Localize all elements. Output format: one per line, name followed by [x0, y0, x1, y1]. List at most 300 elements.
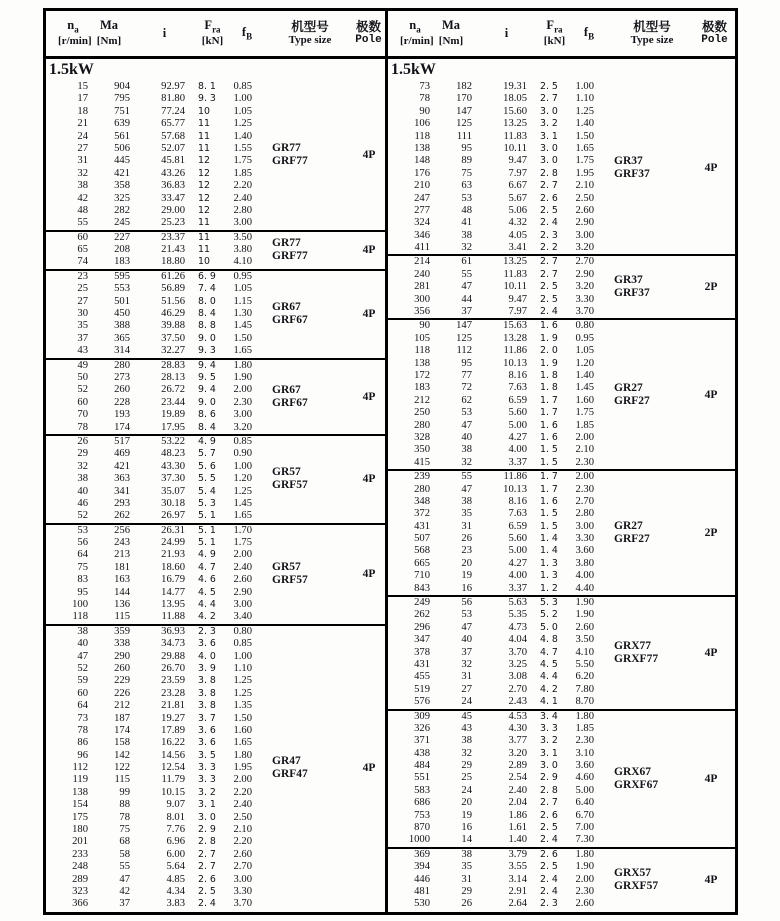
ratio-value: 11.86 [503, 471, 527, 483]
ratio-value: 3.55 [508, 861, 527, 873]
table-row [388, 168, 735, 180]
ratio-value: 18.05 [503, 93, 527, 105]
radial-force-value: 3. 1 [540, 747, 558, 759]
type-size-line: GRF67 [272, 396, 308, 409]
radial-force-value: 1. 5 [540, 508, 558, 520]
service-factor-value: 4.60 [575, 772, 594, 784]
torque-value: 53 [461, 407, 472, 419]
table-row [388, 597, 735, 609]
torque-value: 38 [461, 229, 472, 241]
table-row [46, 193, 385, 205]
torque-value: 553 [114, 283, 130, 295]
radial-force-value: 8. 4 [198, 308, 216, 320]
service-factor-value: 0.80 [233, 625, 252, 637]
speed-value: 438 [414, 747, 430, 759]
speed-value: 481 [414, 886, 430, 897]
torque-value: 639 [114, 118, 130, 130]
speed-value: 78 [77, 724, 88, 736]
service-factor-value: 6.70 [575, 809, 594, 821]
type-size-line: GR67 [272, 301, 301, 314]
speed-value: 60 [77, 231, 88, 243]
type-size-label [272, 561, 308, 587]
speed-value: 347 [414, 634, 430, 646]
table-row [388, 849, 735, 861]
ratio-value: 2.64 [508, 898, 527, 910]
speed-value: 583 [414, 784, 430, 796]
ratio-value: 57.68 [161, 130, 185, 142]
ratio-value: 8.01 [166, 811, 185, 823]
speed-value: 212 [414, 394, 430, 406]
speed-value: 328 [414, 431, 430, 443]
table-row [46, 217, 385, 229]
speed-value: 35 [77, 320, 88, 332]
radial-force-value: 2. 9 [540, 772, 558, 784]
radial-force-value: 5. 5 [198, 473, 216, 485]
ratio-value: 2.91 [508, 886, 527, 897]
table-row [388, 496, 735, 508]
table-row [46, 372, 385, 384]
radial-force-value: 1. 3 [540, 570, 558, 582]
radial-force-value: 4. 2 [540, 683, 558, 695]
spec-section [388, 847, 735, 911]
ratio-value: 26.72 [161, 384, 185, 396]
table-row [46, 737, 385, 749]
ratio-value: 4.27 [508, 557, 527, 569]
service-factor-value: 1.65 [233, 510, 252, 522]
speed-value: 43 [77, 345, 88, 357]
torque-value: 751 [114, 105, 130, 117]
header-radial-force: $F_{ra}$ [kN] [543, 18, 566, 48]
pole-label: 4P [704, 772, 718, 785]
speed-value: 40 [77, 485, 88, 497]
ratio-value: 37.30 [161, 473, 185, 485]
radial-force-value: 1. 5 [540, 444, 558, 456]
service-factor-value: 2.40 [233, 799, 252, 811]
service-factor-value: 1.55 [233, 142, 252, 154]
spec-section [388, 709, 735, 847]
ratio-value: 4.34 [166, 886, 185, 897]
radial-force-value: 1. 6 [540, 431, 558, 443]
torque-value: 56 [461, 597, 472, 609]
ratio-value: 2.54 [508, 772, 527, 784]
table-row [46, 663, 385, 675]
torque-value: 32 [461, 456, 472, 468]
table-row [388, 143, 735, 155]
ratio-value: 10.13 [503, 483, 527, 495]
service-factor-value: 1.10 [233, 662, 252, 674]
radial-force-value: 3. 1 [198, 799, 216, 811]
ratio-value: 25.23 [161, 217, 185, 229]
speed-value: 507 [414, 533, 430, 545]
speed-value: 32 [77, 460, 88, 472]
torque-value: 68 [119, 836, 130, 848]
table-row [388, 193, 735, 205]
service-factor-value: 2.30 [575, 735, 594, 747]
header-speed: $n_a$ [r/min] [400, 18, 434, 48]
radial-force-value: 11 [198, 217, 210, 229]
header-ratio: i [504, 25, 509, 40]
spec-section [46, 358, 385, 434]
ratio-value: 1.61 [508, 822, 527, 834]
ratio-value: 35.07 [161, 485, 185, 497]
radial-force-value: 2. 5 [540, 204, 558, 216]
service-factor-value: 3.00 [233, 409, 252, 421]
torque-value: 40 [461, 431, 472, 443]
table-row [388, 810, 735, 822]
section-rows [46, 232, 385, 269]
table-row [388, 370, 735, 382]
service-factor-value: 1.45 [233, 497, 252, 509]
service-factor-value: 2.40 [233, 561, 252, 573]
radial-force-value: 1. 2 [540, 582, 558, 594]
type-size-line: GRXF57 [614, 879, 659, 892]
speed-value: 484 [414, 760, 430, 772]
table-row [388, 735, 735, 747]
speed-value: 73 [419, 81, 430, 92]
ratio-value: 56.89 [161, 283, 185, 295]
ratio-value: 19.27 [161, 712, 185, 724]
radial-force-value: 2. 6 [540, 809, 558, 821]
radial-force-value: 3. 8 [198, 687, 216, 699]
speed-value: 148 [414, 155, 430, 167]
table-row [388, 711, 735, 723]
speed-value: 46 [77, 497, 88, 509]
speed-value: 710 [414, 570, 430, 582]
radial-force-value: 3. 4 [540, 710, 558, 722]
table-row [46, 308, 385, 320]
speed-value: 118 [72, 611, 88, 623]
speed-value: 38 [77, 625, 88, 637]
table-row [46, 448, 385, 460]
service-factor-value: 2.90 [233, 586, 252, 598]
table-row [388, 647, 735, 659]
speed-value: 248 [72, 861, 88, 873]
service-factor-value: 1.00 [233, 460, 252, 472]
radial-force-value: 3. 9 [198, 662, 216, 674]
speed-value: 870 [414, 822, 430, 834]
speed-value: 138 [414, 142, 430, 154]
ratio-value: 8.16 [508, 369, 527, 381]
type-size-label [272, 466, 308, 492]
table-row [46, 549, 385, 561]
speed-value: 176 [414, 167, 430, 179]
torque-value: 359 [114, 625, 130, 637]
torque-value: 38 [461, 848, 472, 860]
ratio-value: 15.63 [503, 320, 527, 332]
service-factor-value: 2.00 [575, 471, 594, 483]
ratio-value: 7.97 [508, 167, 527, 179]
radial-force-value: 11 [198, 130, 210, 142]
service-factor-value: 1.20 [233, 473, 252, 485]
radial-force-value: 2. 0 [540, 345, 558, 357]
section-rows [46, 360, 385, 434]
service-factor-value: 1.10 [575, 93, 594, 105]
type-size-label [614, 155, 650, 181]
speed-value: 52 [77, 384, 88, 396]
pole-label: 4P [362, 568, 376, 581]
service-factor-value: 2.10 [575, 180, 594, 192]
service-factor-value: 3.60 [575, 760, 594, 772]
table-row [388, 634, 735, 646]
table-row [388, 217, 735, 229]
radial-force-value: 2. 7 [540, 797, 558, 809]
radial-force-value: 4. 5 [198, 586, 216, 598]
type-size-line: GR27 [614, 381, 643, 394]
torque-value: 75 [461, 167, 472, 179]
service-factor-value: 1.50 [233, 332, 252, 344]
service-factor-value: 0.95 [233, 270, 252, 282]
torque-value: 243 [114, 537, 130, 549]
torque-value: 325 [114, 192, 130, 204]
pole-label: 2P [704, 527, 718, 540]
table-row [46, 93, 385, 105]
type-size-line: GRX57 [614, 866, 652, 879]
header-pole: 极数 Pole [355, 19, 382, 46]
service-factor-value: 1.15 [233, 295, 252, 307]
radial-force-value: 12 [198, 167, 210, 179]
torque-value: 112 [456, 345, 472, 357]
speed-value: 37 [77, 332, 88, 344]
ratio-value: 4.00 [508, 570, 527, 582]
speed-value: 551 [414, 772, 430, 784]
section-rows [388, 597, 735, 709]
radial-force-value: 1. 9 [540, 357, 558, 369]
table-row [388, 684, 735, 696]
header-service-factor: $f_B$ [241, 24, 253, 42]
ratio-value: 16.79 [161, 574, 185, 586]
ratio-value: 5.00 [508, 419, 527, 431]
torque-value: 147 [456, 320, 472, 332]
table-row [46, 599, 385, 611]
speed-value: 249 [414, 597, 430, 609]
radial-force-value: 4. 4 [198, 599, 216, 611]
table-row [388, 886, 735, 898]
pole-label: 2P [704, 281, 718, 294]
radial-force-value: 2. 5 [540, 822, 558, 834]
ratio-value: 7.97 [508, 306, 527, 318]
header-radial-force: $F_{ra}$ [kN] [201, 18, 224, 48]
pole-label: 4P [704, 388, 718, 401]
torque-value: 20 [461, 797, 472, 809]
radial-force-value: 5. 2 [540, 609, 558, 621]
speed-value: 64 [77, 700, 88, 712]
torque-value: 501 [114, 295, 130, 307]
radial-force-value: 12 [198, 192, 210, 204]
table-row [46, 638, 385, 650]
table-row [388, 471, 735, 483]
table-row [46, 812, 385, 824]
radial-force-value: 1. 7 [540, 394, 558, 406]
ratio-value: 10.11 [503, 142, 527, 154]
service-factor-value: 1.65 [575, 142, 594, 154]
table-row [388, 432, 735, 444]
table-row [388, 609, 735, 621]
radial-force-value: 1. 7 [540, 483, 558, 495]
table-row [388, 256, 735, 268]
ratio-value: 18.60 [161, 561, 185, 573]
torque-value: 125 [456, 118, 472, 130]
table-row [46, 700, 385, 712]
table-row [46, 168, 385, 180]
speed-value: 106 [414, 118, 430, 130]
ratio-value: 23.44 [161, 396, 185, 408]
torque-value: 469 [114, 448, 130, 460]
table-row [46, 155, 385, 167]
radial-force-value: 2. 5 [540, 293, 558, 305]
ratio-value: 9.07 [166, 799, 185, 811]
table-row [46, 106, 385, 118]
service-factor-value: 1.75 [575, 155, 594, 167]
ratio-value: 2.70 [508, 683, 527, 695]
torque-value: 47 [461, 419, 472, 431]
service-factor-value: 2.50 [233, 811, 252, 823]
table-row [46, 774, 385, 786]
torque-value: 32 [461, 658, 472, 670]
torque-value: 26 [461, 533, 472, 545]
table-row [388, 93, 735, 105]
ratio-value: 13.28 [503, 332, 527, 344]
radial-force-value: 3. 8 [198, 700, 216, 712]
ratio-value: 9.47 [508, 155, 527, 167]
torque-value: 245 [114, 217, 130, 229]
radial-force-value: 2. 9 [198, 824, 216, 836]
section-rows [46, 81, 385, 230]
ratio-value: 26.70 [161, 662, 185, 674]
service-factor-value: 3.00 [233, 599, 252, 611]
table-left-half [46, 11, 388, 912]
torque-value: 62 [461, 394, 472, 406]
type-size-line: GRF27 [614, 394, 650, 407]
table-row [46, 345, 385, 357]
torque-value: 262 [114, 510, 130, 522]
torque-value: 163 [114, 574, 130, 586]
speed-value: 30 [77, 308, 88, 320]
table-row [46, 836, 385, 848]
table-row [46, 725, 385, 737]
ratio-value: 30.18 [161, 497, 185, 509]
torque-value: 158 [114, 737, 130, 749]
service-factor-value: 1.40 [575, 118, 594, 130]
table-row [388, 508, 735, 520]
ratio-value: 61.26 [161, 270, 185, 282]
radial-force-value: 1. 4 [540, 533, 558, 545]
ratio-value: 11.88 [161, 611, 185, 623]
radial-force-value: 1. 8 [540, 382, 558, 394]
radial-force-value: 5. 0 [540, 621, 558, 633]
service-factor-value: 2.60 [575, 898, 594, 910]
table-row [388, 345, 735, 357]
ratio-value: 5.60 [508, 407, 527, 419]
speed-value: 568 [414, 545, 430, 557]
radial-force-value: 2. 8 [198, 836, 216, 848]
table-row [46, 874, 385, 886]
ratio-value: 39.88 [161, 320, 185, 332]
service-factor-value: 1.65 [233, 737, 252, 749]
service-factor-value: 1.35 [233, 700, 252, 712]
ratio-value: 11.83 [503, 130, 527, 142]
service-factor-value: 2.60 [233, 574, 252, 586]
type-size-line: GR57 [272, 466, 301, 479]
table-row [388, 320, 735, 332]
service-factor-value: 1.25 [233, 675, 252, 687]
table-row [388, 180, 735, 192]
radial-force-value: 3. 0 [540, 155, 558, 167]
table-row [388, 748, 735, 760]
ratio-value: 14.56 [161, 749, 185, 761]
ratio-value: 14.77 [161, 586, 185, 598]
speed-value: 52 [77, 510, 88, 522]
service-factor-value: 3.10 [575, 747, 594, 759]
header-ratio: i [162, 25, 167, 40]
torque-value: 338 [114, 638, 130, 650]
service-factor-value: 3.20 [233, 421, 252, 433]
power-rating-title: 1.5kW [391, 61, 436, 78]
table-row [388, 822, 735, 834]
section-rows [388, 471, 735, 595]
table-row [388, 131, 735, 143]
ratio-value: 81.80 [161, 93, 185, 105]
ratio-value: 4.85 [166, 873, 185, 885]
torque-value: 35 [461, 508, 472, 520]
radial-force-value: 4. 8 [540, 634, 558, 646]
ratio-value: 19.31 [503, 81, 527, 92]
speed-value: 180 [72, 824, 88, 836]
ratio-value: 36.83 [161, 180, 185, 192]
ratio-value: 23.28 [161, 687, 185, 699]
table-row [46, 333, 385, 345]
table-row [46, 611, 385, 623]
service-factor-value: 1.80 [575, 710, 594, 722]
torque-value: 47 [461, 621, 472, 633]
radial-force-value: 9. 0 [198, 332, 216, 344]
service-factor-value: 4.10 [575, 646, 594, 658]
service-factor-value: 1.90 [575, 597, 594, 609]
speed-value: 172 [414, 369, 430, 381]
torque-value: 26 [461, 898, 472, 910]
torque-value: 24 [461, 784, 472, 796]
torque-value: 421 [114, 460, 130, 472]
service-factor-value: 1.90 [575, 609, 594, 621]
ratio-value: 92.97 [161, 81, 185, 92]
table-row [388, 533, 735, 545]
type-size-line: GRF77 [272, 155, 308, 168]
torque-value: 226 [114, 687, 130, 699]
ratio-value: 34.73 [161, 638, 185, 650]
speed-value: 175 [72, 811, 88, 823]
torque-value: 19 [461, 570, 472, 582]
table-row [46, 675, 385, 687]
ratio-value: 21.43 [161, 244, 185, 256]
table-row [46, 824, 385, 836]
speed-value: 348 [414, 495, 430, 507]
type-size-line: GR47 [272, 755, 301, 768]
speed-value: 48 [77, 204, 88, 216]
table-row [46, 510, 385, 522]
torque-value: 19 [461, 809, 472, 821]
ratio-value: 11.79 [161, 774, 185, 786]
spec-section [46, 230, 385, 269]
speed-value: 23 [77, 270, 88, 282]
torque-value: 37 [119, 898, 130, 910]
speed-value: 53 [77, 524, 88, 536]
type-size-line: GRF37 [614, 167, 650, 180]
table-row [46, 562, 385, 574]
speed-value: 262 [414, 609, 430, 621]
speed-value: 281 [414, 281, 430, 293]
table-row [46, 271, 385, 283]
radial-force-value: 4. 1 [540, 696, 558, 708]
radial-force-value: 2. 6 [540, 192, 558, 204]
